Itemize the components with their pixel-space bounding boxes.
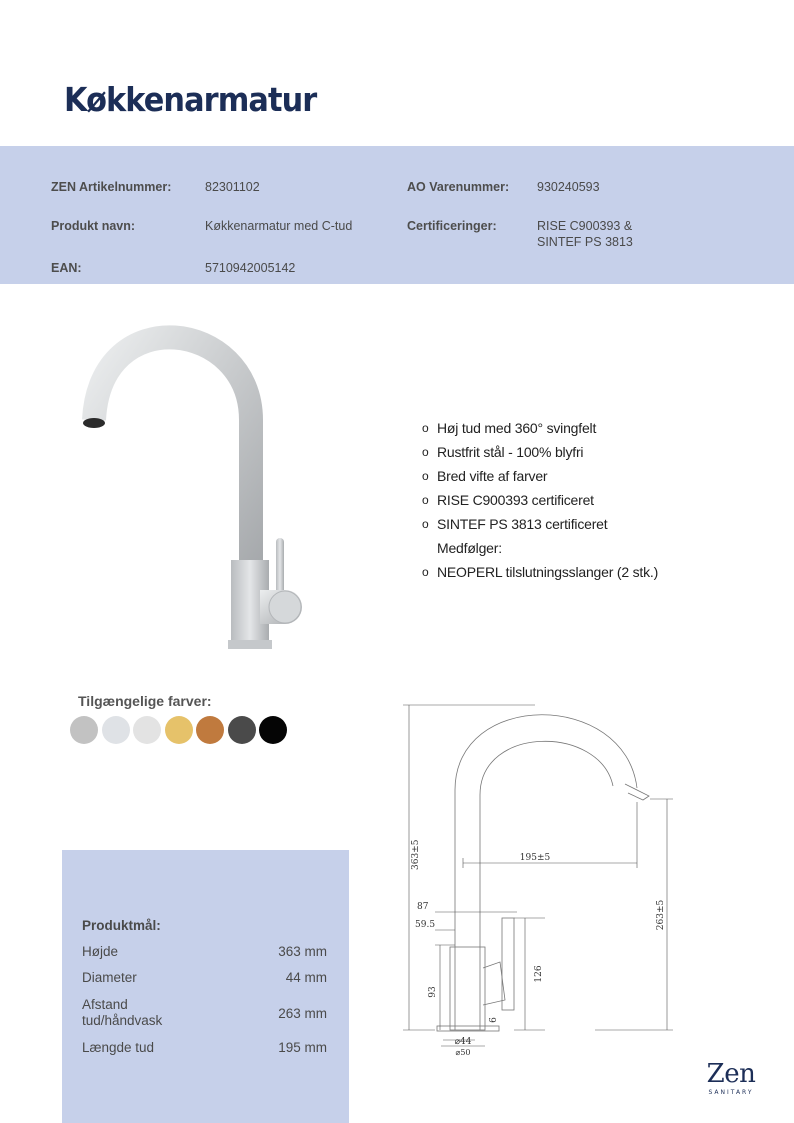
ao-number-label: AO Varenummer: <box>407 180 510 194</box>
dim-93: 93 <box>428 986 438 998</box>
list-item: o Høj tud med 360° svingfelt <box>422 420 597 436</box>
list-item: o SINTEF PS 3813 certificeret <box>422 516 608 532</box>
certifications-label: Certificeringer: <box>407 219 497 233</box>
color-swatch[interactable] <box>228 716 256 744</box>
ean-value: 5710942005142 <box>205 261 296 275</box>
list-item: o RISE C900393 certificeret <box>422 492 594 508</box>
faucet-photo <box>70 310 330 660</box>
color-swatch[interactable] <box>196 716 224 744</box>
page-title: Køkkenarmatur <box>64 80 317 119</box>
list-item: o NEOPERL tilslutningsslanger (2 stk.) <box>422 564 659 580</box>
ean-label: EAN: <box>51 261 82 275</box>
dimensions-panel: Produktmål: Højde 363 mm Diameter 44 mm Afstand tud/håndvask 263 mm Længde tud 195 mm <box>62 850 349 1123</box>
dim-diameter-44: ⌀44 <box>454 1037 472 1047</box>
dim-total-height: 363±5 <box>411 839 421 870</box>
product-info-band <box>0 146 794 284</box>
dimensions-title: Produktmål: <box>82 918 161 933</box>
brand-logo <box>700 1060 762 1096</box>
article-number-label: ZEN Artikelnummer: <box>51 180 172 194</box>
certifications-value-1: RISE C900393 & <box>537 219 633 233</box>
color-swatches <box>70 716 287 744</box>
color-swatch[interactable] <box>165 716 193 744</box>
product-name-value: Køkkenarmatur med C-tud <box>205 219 353 233</box>
article-number-value: 82301102 <box>205 180 260 194</box>
list-item: o Bred vifte af farver <box>422 468 548 484</box>
dimension-row: Afstand tud/håndvask 263 mm <box>82 997 327 1028</box>
list-item: o Rustfrit stål - 100% blyfri <box>422 444 584 460</box>
dim-diameter-50: ⌀50 <box>455 1048 471 1057</box>
color-swatch[interactable] <box>133 716 161 744</box>
available-colors-label: Tilgængelige farver: <box>78 693 212 709</box>
dim-spout-reach: 195±5 <box>519 853 551 863</box>
color-swatch[interactable] <box>70 716 98 744</box>
dim-59: 59.5 <box>415 920 436 930</box>
ao-number-value: 930240593 <box>537 180 600 194</box>
logo-word: Zen <box>706 1059 756 1089</box>
list-item: Medfølger: <box>437 540 502 556</box>
dim-87: 87 <box>417 902 429 912</box>
logo-subtitle: SANITARY <box>708 1089 754 1096</box>
product-name-label: Produkt navn: <box>51 219 136 233</box>
feature-list <box>420 416 658 584</box>
dim-126: 126 <box>534 965 544 983</box>
technical-drawing <box>395 700 675 1070</box>
dim-spout-height: 263±5 <box>656 899 666 931</box>
certifications-value-2: SINTEF PS 3813 <box>537 235 633 249</box>
color-swatch[interactable] <box>102 716 130 744</box>
dim-6: 6 <box>489 1017 499 1023</box>
color-swatch[interactable] <box>259 716 287 744</box>
